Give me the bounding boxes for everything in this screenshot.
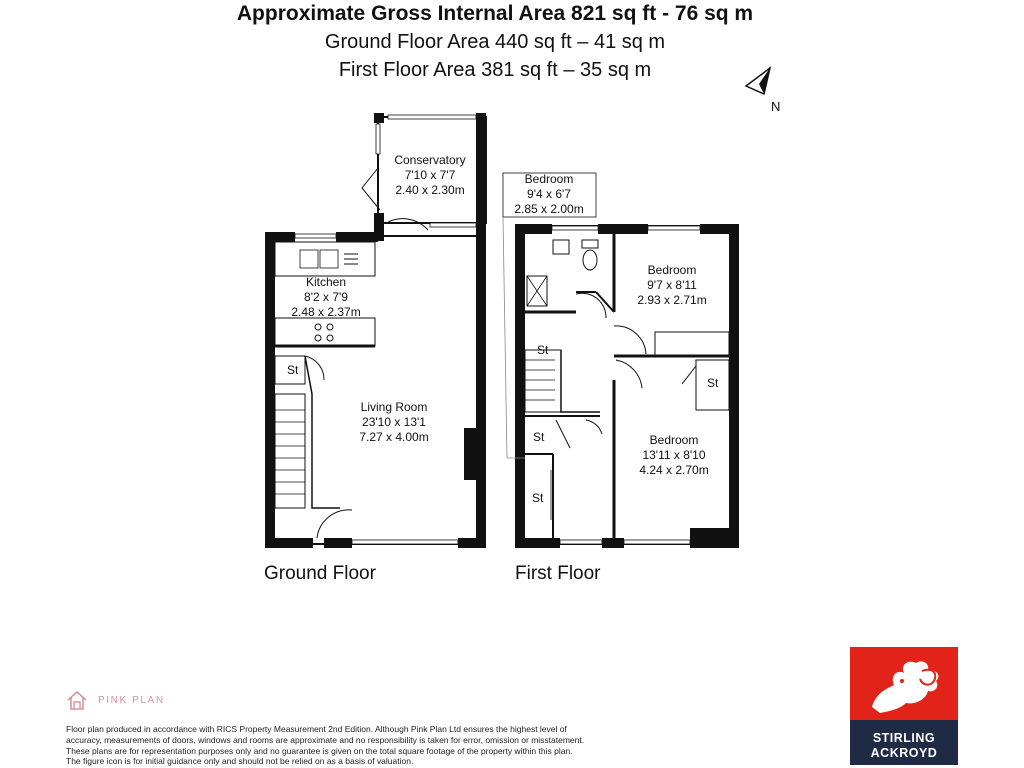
- store-label: St: [287, 363, 299, 377]
- bedroom-rear-metric: 2.93 x 2.71m: [637, 293, 707, 307]
- ground-floor-area: Ground Floor Area 440 sq ft – 41 sq m: [324, 31, 666, 53]
- living-room-imperial: 23'10 x 13'1: [362, 415, 426, 429]
- bedroom-front-metric: 4.24 x 2.70m: [639, 463, 709, 477]
- kitchen-metric: 2.48 x 2.37m: [291, 305, 361, 319]
- plan-title: Approximate Gross Internal Area 821 sq ft - 76 sq m: [236, 2, 754, 25]
- disclaimer-text: Floor plan produced in accordance with RICS Property Measurement 2nd Edition. Although Pink Plan Ltd ensures the highest level of accuracy, measurements of doors, windows and rooms are approximate and no responsibility is taken for error, omission or misstatement. These plans are for representation purposes only and no guarantee is given on the total square footage of the property within this plan. The figure icon is for initial guidance only and should not be relied on as a basis of valuation.: [66, 724, 585, 767]
- store-label: St: [707, 376, 719, 390]
- kitchen-imperial: 8'2 x 7'9: [304, 290, 348, 304]
- agent-name-line1: STIRLING: [872, 731, 936, 745]
- north-arrow-icon: [746, 68, 780, 114]
- brand-name: PINK PLAN: [98, 694, 165, 706]
- first-floor-area: First Floor Area 381 sq ft – 35 sq m: [338, 59, 652, 81]
- bedroom-small-metric: 2.85 x 2.00m: [514, 202, 584, 216]
- first-floor-plan: [503, 173, 739, 548]
- bedroom-rear-name: Bedroom: [647, 263, 697, 277]
- conservatory-metric: 2.40 x 2.30m: [395, 183, 465, 197]
- pink-plan-brand: [66, 689, 165, 711]
- conservatory-name: Conservatory: [394, 153, 466, 167]
- bedroom-rear-imperial: 9'7 x 8'11: [647, 278, 697, 292]
- ground-floor-label: Ground Floor: [264, 563, 376, 584]
- bedroom-front-imperial: 13'11 x 8'10: [642, 448, 706, 462]
- living-room-name: Living Room: [360, 400, 428, 414]
- bedroom-small-imperial: 9'4 x 6'7: [527, 187, 571, 201]
- conservatory-imperial: 7'10 x 7'7: [404, 168, 456, 182]
- house-logo-icon: [66, 689, 88, 711]
- compass-label: N: [771, 99, 781, 114]
- agent-logo: [850, 647, 958, 765]
- store-label: St: [537, 343, 549, 357]
- store-label: St: [532, 491, 544, 505]
- kitchen-name: Kitchen: [305, 275, 347, 289]
- store-label: St: [533, 430, 545, 444]
- bedroom-front-name: Bedroom: [649, 433, 699, 447]
- agent-name-line2: ACKROYD: [870, 746, 938, 760]
- living-room-metric: 7.27 x 4.00m: [359, 430, 429, 444]
- griffin-logo-icon: [850, 647, 958, 720]
- first-floor-label: First Floor: [515, 563, 601, 584]
- bedroom-small-name: Bedroom: [524, 172, 574, 186]
